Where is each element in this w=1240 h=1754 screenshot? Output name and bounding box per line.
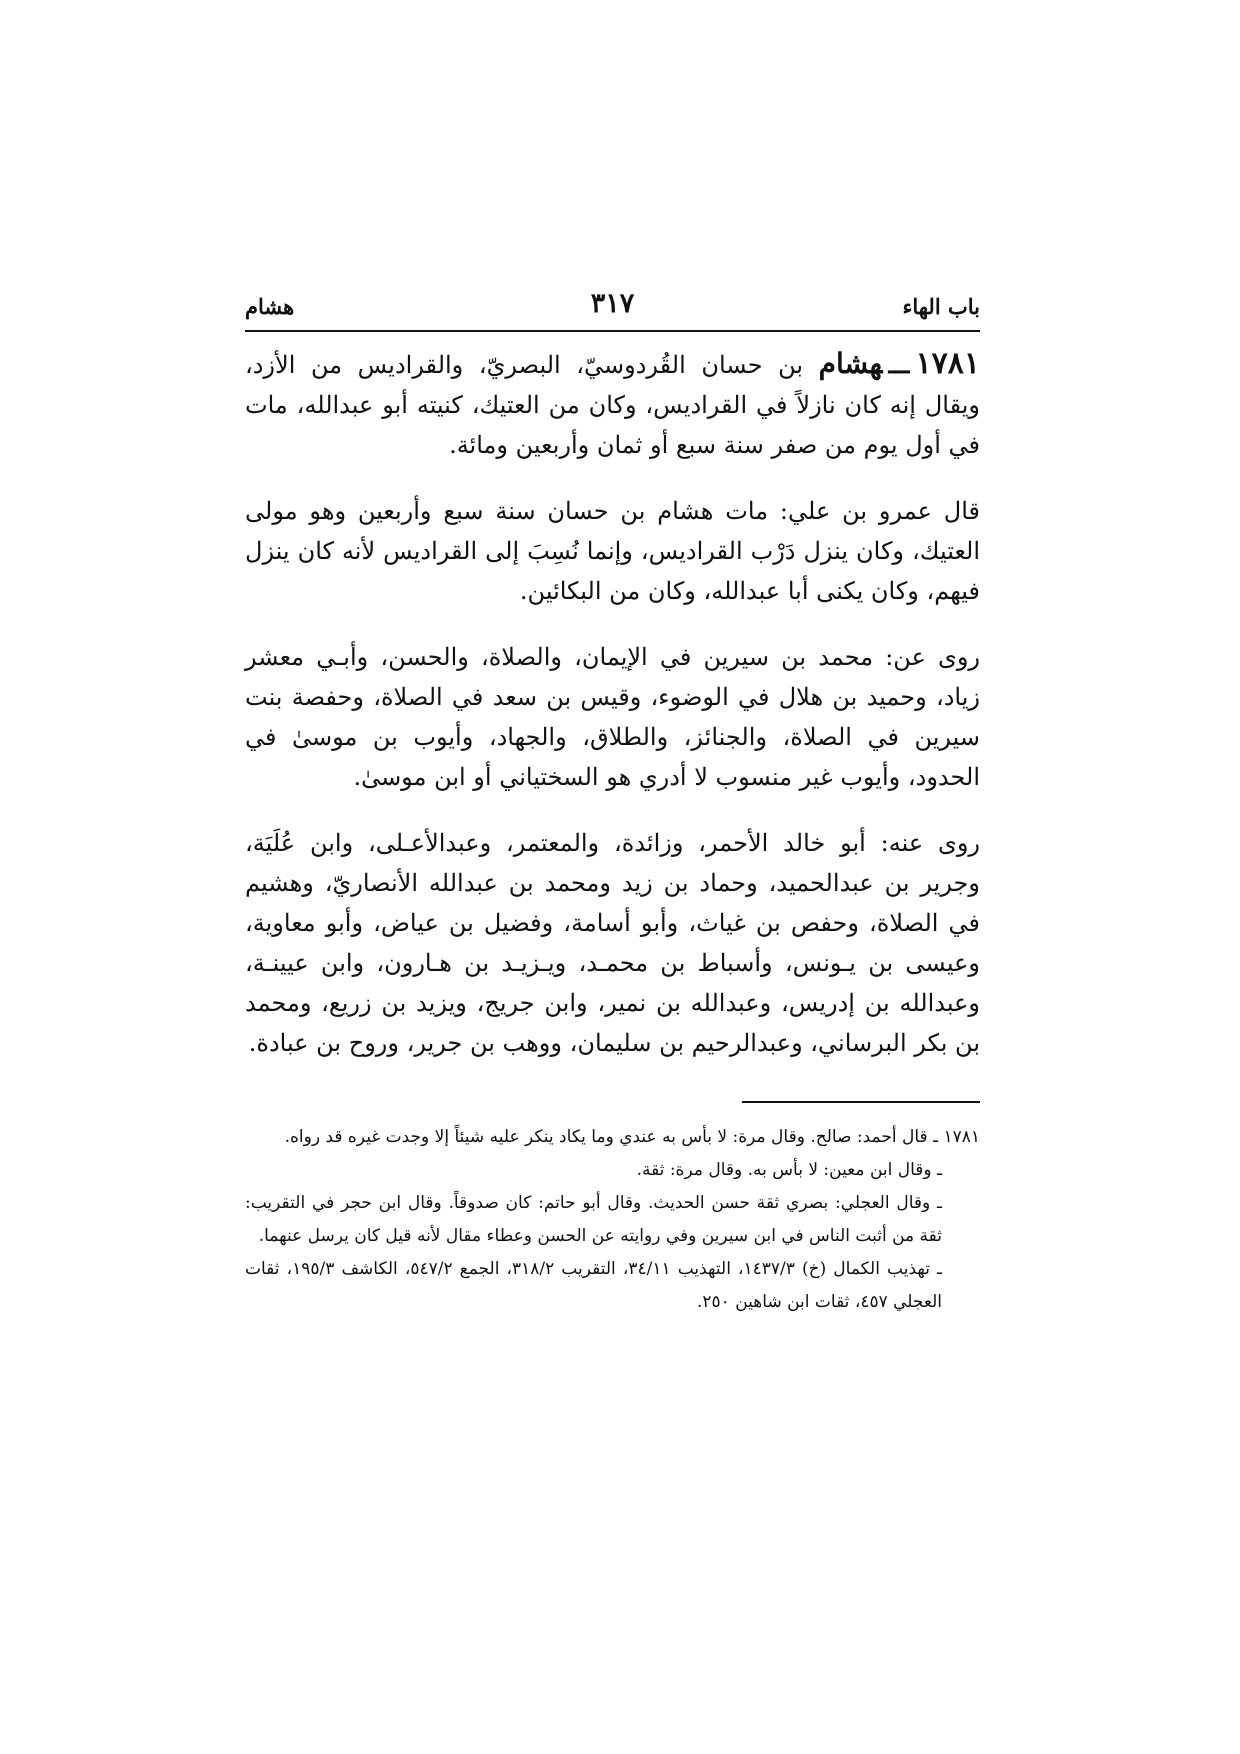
page-number: ٣١٧	[590, 288, 635, 319]
entry-paragraph	[245, 344, 980, 465]
footnote-number: ١٧٨١	[943, 1127, 980, 1147]
paragraph-death: قال عمرو بن علي: مات هشام بن حسان سنة سبع وأربعين وهو مولى العتيك، وكان ينزل دَرْب القراديس، وإنما نُسِبَ إلى القراديس لأنه كان ينزل فيهم، وكان يكنى أبا عبدالله، وكان من البكائين.	[245, 497, 980, 605]
footnote-line: ـ تهذيب الكمال (خ) ١٤٣٧/٣، التهذيب ٣٤/١١، التقريب ٣١٨/٢، الجمع ٥٤٧/٢، الكاشف ١٩٥/٣، ثقات العجلي ٤٥٧، ثقات ابن شاهين ٢٥٠.	[245, 1259, 943, 1312]
chapter-title: باب الهاء	[902, 294, 980, 319]
paragraph-narrators: روى عنه: أبو خالد الأحمر، وزائدة، والمعتمر، وعبدالأعـلى، وابن عُلَيَة، وجرير بن عبدالحميد، وحماد بن زيد ومحمد بن عبدالله الأنصاريّ، وهشيم في الصلاة، وحفص بن غياث، وأبو أسامة، وفضيل بن عياض، وأبو معاوية، وعيسى بن يـونس، وأسباط بن محمـد، ويـزيـد بن هـارون، وابن عيينـة، وعبدالله بن إدريس، وعبدالله بن نمير، وابن جريج، ويزيد بن زريع، ومحمد بن بكر البرساني، وعبدالرحيم بن سليمان، ووهب بن جرير، وروح بن عبادة.	[245, 829, 980, 1057]
footnote-line: ـ وقال العجلي: بصري ثقة حسن الحديث. وقال أبو حاتم: كان صدوقاً. وقال ابن حجر في التقريب: ثقة من أثبت الناس في ابن سيرين وفي روايته عن الحسن وعطاء مقال لأنه قيل كان يرسل عنهما.	[245, 1193, 942, 1246]
footnote-text: قال أحمد: صالح. وقال مرة: لا بأس به عندي وما يكاد ينكر عليه شيئاً إلا وجدت غيره قد رواه.	[284, 1127, 928, 1147]
footnote-line	[245, 1121, 980, 1154]
footnote-rule	[742, 1101, 980, 1103]
entry-text: بن حسان القُردوسيّ، البصريّ، والقراديس من الأزد، ويقال إنه كان نازلاً في القراديس، وكان من العتيك، كنيته أبو عبدالله، مات في أول يوم من صفر سنة سبع أو ثمان وأربعين ومائة.	[245, 351, 980, 459]
entry-dash: ـــ	[888, 350, 910, 379]
entry-number: ١٧٨١	[915, 346, 980, 381]
paragraph-narrated-from: روى عن: محمد بن سيرين في الإيمان، والصلاة، والحسن، وأبـي معشر زياد، وحميد بن هلال في الوضوء، وقيس بن سعد في الصلاة، وحفصة بنت سيرين في الصلاة، والجنائز، والطلاق، والجهاد، وأيوب بن موسىٰ في الحدود، وأيوب غير منسوب لا أدري هو السختياني أو ابن موسىٰ.	[245, 643, 980, 791]
footnote-dash: ـ	[933, 1127, 939, 1147]
book-page	[245, 288, 980, 1319]
entry-name: هشام	[818, 347, 883, 380]
footnotes	[245, 1121, 980, 1319]
page-header	[245, 288, 980, 330]
header-rule	[245, 330, 980, 332]
running-title: هشام	[245, 294, 295, 319]
footnote-line: ـ وقال ابن معين: لا بأس به. وقال مرة: ثقة.	[636, 1160, 942, 1180]
